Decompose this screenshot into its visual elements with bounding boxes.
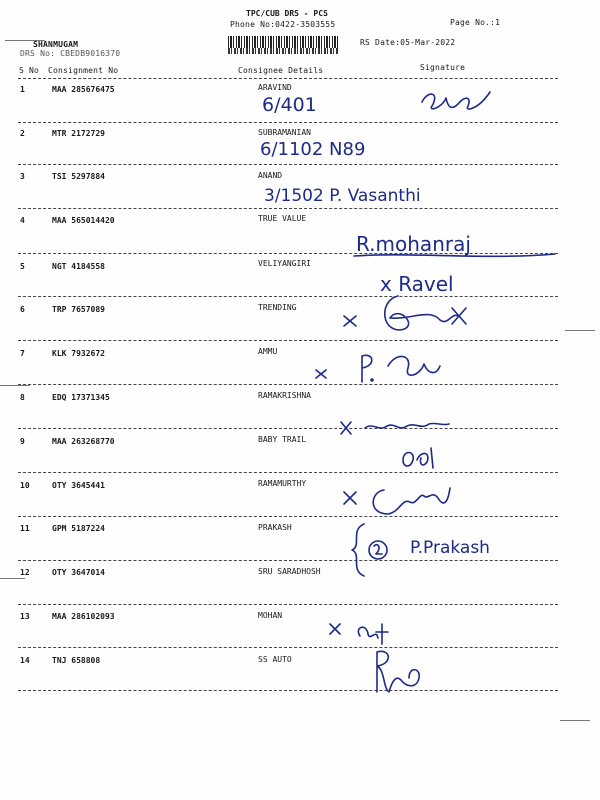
handwritten-signature: P.Prakash	[410, 538, 490, 558]
scan-noise	[560, 720, 590, 721]
scan-noise	[0, 385, 30, 386]
signature-row-9	[395, 440, 445, 472]
row-divider	[18, 472, 558, 473]
row-consignment: TNJ 658808	[52, 656, 101, 665]
barcode	[228, 48, 338, 54]
row-divider	[18, 428, 558, 429]
row-consignee: VELIYANGIRI	[258, 259, 311, 268]
row-sno: 1	[20, 85, 25, 94]
row-consignee: PRAKASH	[258, 523, 292, 532]
row-consignment: TRP 7657089	[52, 305, 105, 314]
document-title: TPC/CUB DRS - PCS	[246, 9, 328, 18]
row-consignment: MTR 2172729	[52, 129, 105, 138]
row-consignee: MOHAN	[258, 611, 283, 620]
row-consignment: NGT 4184558	[52, 262, 105, 271]
col-header-sno: S No	[19, 66, 40, 75]
scan-noise	[565, 330, 595, 331]
signature-bracket	[344, 520, 404, 580]
row-divider	[18, 604, 558, 605]
signature-underline	[350, 250, 560, 262]
row-sno: 11	[20, 524, 30, 533]
row-consignee: RAMAKRISHNA	[258, 391, 311, 400]
row-consignment: TSI 5297884	[52, 172, 105, 181]
drs-number: DRS No: CBEDB9016370	[20, 49, 121, 58]
signature-row-13	[326, 618, 396, 648]
row-consignment: MAA 285676475	[52, 85, 115, 94]
page-number: Page No.:1	[450, 18, 501, 27]
col-header-signature: Signature	[420, 63, 466, 72]
row-divider	[18, 164, 558, 165]
row-divider	[18, 516, 558, 517]
row-divider	[18, 208, 558, 209]
signature-row-14	[365, 648, 435, 698]
row-sno: 8	[20, 393, 25, 402]
delivery-person-name: SHANMUGAM	[33, 40, 79, 49]
row-divider	[18, 690, 558, 691]
row-consignment: MAA 565014420	[52, 216, 115, 225]
row-sno: 2	[20, 129, 25, 138]
row-sno: 10	[20, 481, 30, 490]
row-consignee: TRENDING	[258, 303, 297, 312]
header-divider	[18, 78, 558, 79]
row-consignee: SS AUTO	[258, 655, 292, 664]
handwritten-flat-number: 6/1102 N89	[260, 139, 366, 160]
handwritten-signature: x Ravel	[380, 272, 454, 296]
row-sno: 4	[20, 216, 25, 225]
signature-row-6	[340, 290, 480, 340]
row-consignment: MAA 263268770	[52, 437, 115, 446]
row-consignee: SRU SARADHOSH	[258, 567, 321, 576]
row-divider	[18, 560, 558, 561]
row-consignee: ARAVIND	[258, 83, 292, 92]
row-consignment: MAA 286102093	[52, 612, 115, 621]
row-consignment: GPM 5187224	[52, 524, 105, 533]
col-header-consignment: Consignment No	[48, 66, 119, 75]
col-header-consignee: Consignee Details	[238, 66, 324, 75]
row-consignee: AMMU	[258, 347, 278, 356]
row-sno: 5	[20, 262, 25, 271]
row-divider	[18, 647, 558, 648]
row-divider	[18, 384, 558, 385]
row-consignee: SUBRAMANIAN	[258, 128, 311, 137]
signature-row-1	[418, 80, 498, 116]
row-consignment: OTY 3647014	[52, 568, 105, 577]
handwritten-signature: R.mohanraj	[356, 232, 471, 256]
signature-row-7	[312, 346, 452, 386]
row-consignment: OTY 3645441	[52, 481, 105, 490]
handwritten-flat-number: 6/401	[262, 94, 317, 116]
row-consignee: ANAND	[258, 171, 283, 180]
phone-number: Phone No:0422-3503555	[230, 20, 336, 29]
row-sno: 3	[20, 172, 25, 181]
signature-row-10	[340, 478, 470, 522]
row-consignment: EDQ 17371345	[52, 393, 110, 402]
row-consignee: RAMAMURTHY	[258, 479, 307, 488]
row-sno: 7	[20, 349, 25, 358]
handwritten-signature: 3/1502 P. Vasanthi	[264, 186, 421, 206]
row-consignee: BABY TRAIL	[258, 435, 307, 444]
row-sno: 13	[20, 612, 30, 621]
row-consignment: KLK 7932672	[52, 349, 105, 358]
run-sheet-date: RS Date:05-Mar-2022	[360, 38, 456, 47]
row-consignee: TRUE VALUE	[258, 214, 307, 223]
row-sno: 6	[20, 305, 25, 314]
row-sno: 14	[20, 656, 30, 665]
row-divider	[18, 122, 558, 123]
row-sno: 12	[20, 568, 30, 577]
row-divider	[18, 340, 558, 341]
scan-noise	[0, 578, 25, 579]
signature-row-8	[335, 414, 455, 440]
row-sno: 9	[20, 437, 25, 446]
